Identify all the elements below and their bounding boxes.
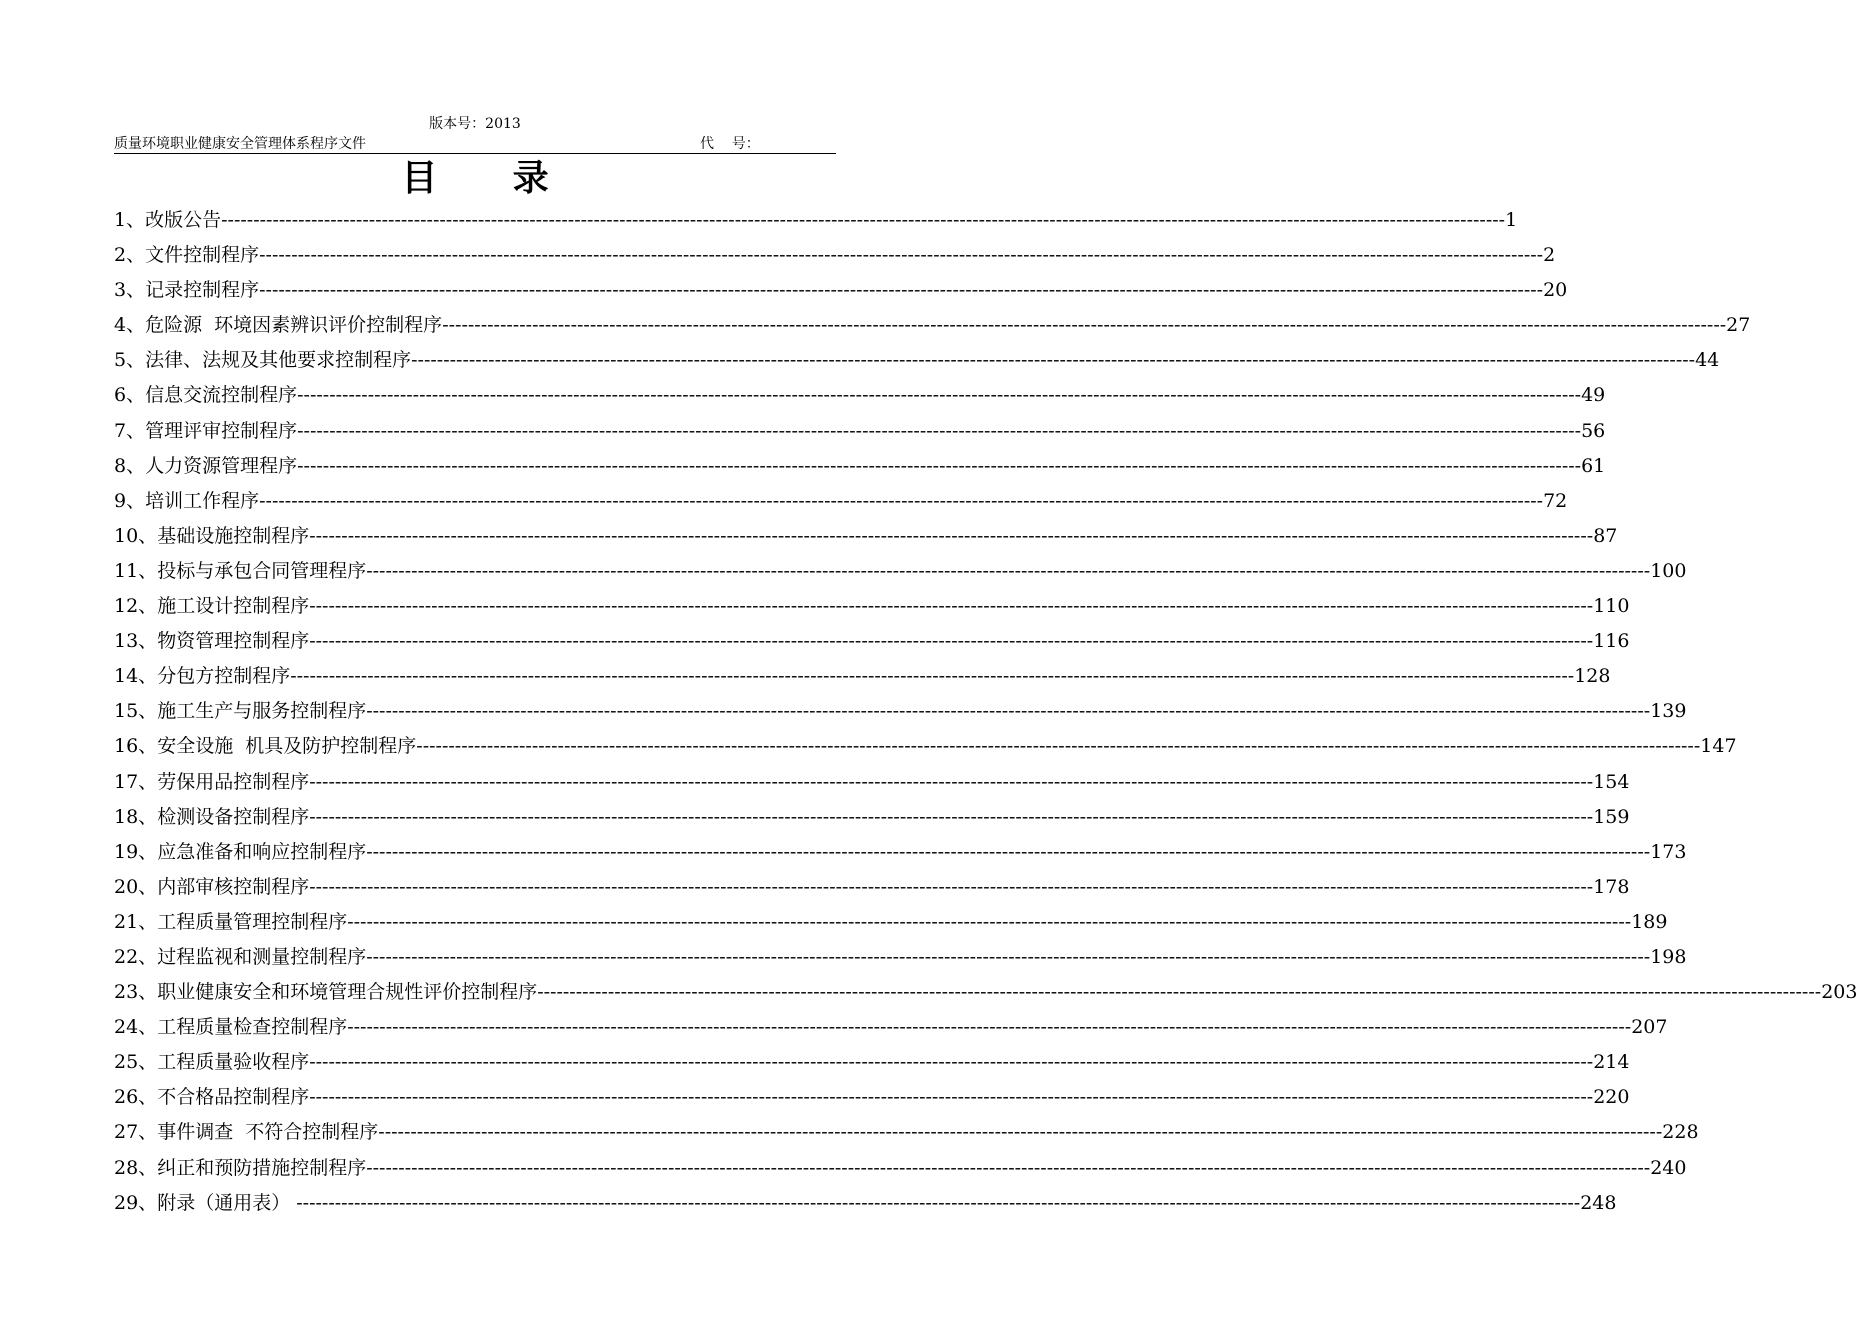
toc-entry-page: 203 [1821, 981, 1857, 1004]
toc-entry[interactable] [114, 659, 1611, 694]
toc-leader-dashes: -------------------------------------------------------------------------------------------------------------------------------------------------------------------------------------------------------- [221, 209, 1506, 231]
toc-entry-page: 87 [1593, 524, 1618, 547]
toc-entry-label: 改版公告 [145, 209, 222, 231]
toc-entry-number: 11、 [114, 559, 158, 582]
toc-entry-label: 物资管理控制程序 [157, 630, 310, 653]
toc-entry-label: 不合格品控制程序 [157, 1086, 310, 1109]
toc-leader-dashes: -------------------------------------------------------------------------------------------------------------------------------------------------------------------------------------------------------- [309, 1086, 1594, 1109]
toc-entry-row [114, 484, 1568, 519]
toc-entry-row [114, 1045, 1630, 1080]
toc-leader-dashes: -------------------------------------------------------------------------------------------------------------------------------------------------------------------------------------------------------- [366, 840, 1651, 863]
toc-leader-dashes: -------------------------------------------------------------------------------------------------------------------------------------------------------------------------------------------------------- [366, 700, 1651, 723]
toc-entry-page: 44 [1695, 349, 1720, 372]
toc-entry-label: 文件控制程序 [145, 244, 260, 267]
document-name: 质量环境职业健康安全管理体系程序文件 [114, 136, 366, 152]
toc-entry-number: 12、 [114, 595, 158, 618]
toc-entry-row [114, 729, 1737, 764]
toc-entry-row [114, 414, 1606, 449]
toc-entry-number: 18、 [114, 805, 158, 828]
document-code-label: 代 号： [700, 136, 760, 152]
toc-entry-label: 职业健康安全和环境管理合规性评价控制程序 [157, 981, 538, 1004]
toc-leader-dashes: -------------------------------------------------------------------------------------------------------------------------------------------------------------------------------------------------------- [309, 875, 1594, 898]
toc-entry-row [114, 1186, 1617, 1221]
toc-entry-label: 劳保用品控制程序 [157, 770, 310, 793]
toc-entry-page: 240 [1650, 1156, 1687, 1179]
toc-entry-page: 220 [1593, 1086, 1630, 1109]
toc-entry-label: 内部审核控制程序 [157, 875, 310, 898]
toc-leader-dashes: -------------------------------------------------------------------------------------------------------------------------------------------------------------------------------------------------------- [366, 1156, 1651, 1179]
toc-entry-page: 228 [1662, 1121, 1699, 1144]
toc-entry-number: 14、 [114, 665, 158, 688]
toc-entry[interactable] [114, 1115, 1699, 1150]
toc-entry-row [114, 870, 1630, 905]
toc-entry-label: 事件调查 不符合控制程序 [157, 1121, 379, 1144]
toc-entry[interactable] [114, 589, 1630, 624]
toc-entry-page: 1 [1505, 209, 1518, 231]
toc-entry-page: 139 [1650, 700, 1687, 723]
toc-entry-page: 198 [1650, 945, 1687, 968]
toc-entry[interactable] [114, 343, 1720, 378]
toc-entry-label: 法律、法规及其他要求控制程序 [145, 349, 412, 372]
toc-entry[interactable] [114, 1080, 1630, 1115]
toc-entry-row [114, 624, 1630, 659]
toc-entry-label: 检测设备控制程序 [157, 805, 310, 828]
toc-leader-dashes: -------------------------------------------------------------------------------------------------------------------------------------------------------------------------------------------------------- [537, 981, 1822, 1004]
toc-entry-number: 22、 [114, 945, 158, 968]
toc-leader-dashes: -------------------------------------------------------------------------------------------------------------------------------------------------------------------------------------------------------- [290, 665, 1575, 688]
toc-entry-row [114, 940, 1687, 975]
toc-leader-dashes: -------------------------------------------------------------------------------------------------------------------------------------------------------------------------------------------------------- [309, 805, 1594, 828]
toc-entry-number: 26、 [114, 1086, 158, 1109]
toc-entry[interactable] [114, 765, 1630, 800]
toc-leader-dashes: -------------------------------------------------------------------------------------------------------------------------------------------------------------------------------------------------------- [366, 559, 1651, 582]
toc-entry-label: 应急准备和响应控制程序 [157, 840, 367, 863]
toc-entry-page: 49 [1581, 384, 1606, 407]
toc-leader-dashes: -------------------------------------------------------------------------------------------------------------------------------------------------------------------------------------------------------- [378, 1121, 1663, 1144]
toc-entry-number: 7、 [114, 419, 146, 442]
toc-entry-page: 214 [1593, 1051, 1630, 1074]
toc-entry-row [114, 378, 1606, 413]
toc-entry-number: 24、 [114, 1016, 158, 1039]
toc-entry[interactable] [114, 694, 1687, 729]
toc-entry[interactable] [114, 203, 1518, 238]
toc-leader-dashes: -------------------------------------------------------------------------------------------------------------------------------------------------------------------------------------------------------- [366, 945, 1651, 968]
toc-leader-dashes: -------------------------------------------------------------------------------------------------------------------------------------------------------------------------------------------------------- [259, 489, 1544, 512]
toc-entry-number: 8、 [114, 454, 146, 477]
toc-entry-label: 分包方控制程序 [157, 665, 291, 688]
toc-entry[interactable] [114, 378, 1606, 413]
toc-entry-number: 1、 [114, 209, 146, 231]
toc-entry-page: 27 [1726, 314, 1751, 337]
toc-entry-label: 过程监视和测量控制程序 [157, 945, 367, 968]
toc-entry-row [114, 1080, 1630, 1115]
toc-entry-row [114, 203, 1518, 238]
toc-leader-dashes: -------------------------------------------------------------------------------------------------------------------------------------------------------------------------------------------------------- [347, 1016, 1632, 1039]
toc-entry-page: 61 [1581, 454, 1606, 477]
toc-entry-row [114, 694, 1687, 729]
toc-entry-label: 安全设施 机具及防护控制程序 [157, 735, 417, 758]
toc-entry-label: 投标与承包合同管理程序 [157, 559, 367, 582]
toc-entry-row [114, 238, 1556, 273]
toc-entry-number: 20、 [114, 875, 158, 898]
toc-entry[interactable] [114, 414, 1606, 449]
toc-entry-number: 29、 [114, 1191, 158, 1214]
toc-entry-number: 16、 [114, 735, 158, 758]
toc-entry-number: 2、 [114, 244, 146, 267]
toc-entry-page: 100 [1650, 559, 1687, 582]
toc-entry-page: 178 [1593, 875, 1630, 898]
toc-entry-number: 3、 [114, 279, 146, 302]
toc-entry-label: 记录控制程序 [145, 279, 260, 302]
toc-entry-number: 10、 [114, 524, 158, 547]
toc-entry-number: 25、 [114, 1051, 158, 1074]
toc-entry-label: 信息交流控制程序 [145, 384, 298, 407]
toc-entry[interactable] [114, 835, 1687, 870]
toc-leader-dashes: -------------------------------------------------------------------------------------------------------------------------------------------------------------------------------------------------------- [297, 454, 1582, 477]
toc-entry[interactable] [114, 1010, 1668, 1045]
toc-leader-dashes: -------------------------------------------------------------------------------------------------------------------------------------------------------------------------------------------------------- [411, 349, 1696, 372]
toc-entry-page: 189 [1631, 910, 1668, 933]
toc-leader-dashes: -------------------------------------------------------------------------------------------------------------------------------------------------------------------------------------------------------- [416, 735, 1701, 758]
page-title: 目 录 [401, 157, 549, 199]
toc-entry-row [114, 519, 1618, 554]
toc-entry-row [114, 1010, 1668, 1045]
toc-entry-label: 培训工作程序 [145, 489, 260, 512]
toc-entry-page: 207 [1631, 1016, 1668, 1039]
toc-entry-number: 17、 [114, 770, 158, 793]
toc-entry-page: 56 [1581, 419, 1606, 442]
version-number: 版本号：2013 [429, 116, 521, 132]
toc-entry-number: 13、 [114, 630, 158, 653]
toc-entry[interactable] [114, 1186, 1617, 1221]
toc-entry[interactable] [114, 273, 1568, 308]
toc-entry[interactable] [114, 729, 1737, 764]
toc-entry-row [114, 905, 1668, 940]
toc-entry-row [114, 449, 1606, 484]
toc-entry-page: 128 [1574, 665, 1611, 688]
toc-entry-number: 23、 [114, 981, 158, 1004]
toc-entry-page: 154 [1593, 770, 1630, 793]
toc-entry-label: 人力资源管理程序 [145, 454, 298, 477]
toc-entry[interactable] [114, 484, 1568, 519]
toc-entry-label: 附录（通用表） [157, 1191, 297, 1214]
toc-entry-label: 施工生产与服务控制程序 [157, 700, 367, 723]
toc-entry[interactable] [114, 940, 1687, 975]
toc-entry-label: 纠正和预防措施控制程序 [157, 1156, 367, 1179]
toc-leader-dashes: -------------------------------------------------------------------------------------------------------------------------------------------------------------------------------------------------------- [259, 244, 1544, 267]
toc-entry-page: 2 [1543, 244, 1556, 267]
document-header [114, 135, 836, 154]
toc-entry-label: 工程质量管理控制程序 [157, 910, 348, 933]
toc-entry-page: 248 [1580, 1191, 1617, 1214]
toc-entry-label: 施工设计控制程序 [157, 595, 310, 618]
toc-entry-row [114, 343, 1720, 378]
toc-entry[interactable] [114, 870, 1630, 905]
toc-entry[interactable] [114, 449, 1606, 484]
toc-entry-row [114, 659, 1611, 694]
toc-entry-row [114, 975, 1857, 1010]
toc-entry[interactable] [114, 519, 1618, 554]
toc-leader-dashes: -------------------------------------------------------------------------------------------------------------------------------------------------------------------------------------------------------- [309, 524, 1594, 547]
toc-entry-page: 173 [1650, 840, 1687, 863]
toc-entry-number: 19、 [114, 840, 158, 863]
toc-entry-label: 危险源 环境因素辨识评价控制程序 [145, 314, 443, 337]
toc-entry-row [114, 1151, 1687, 1186]
toc-leader-dashes: -------------------------------------------------------------------------------------------------------------------------------------------------------------------------------------------------------- [259, 279, 1544, 302]
toc-entry-number: 27、 [114, 1121, 158, 1144]
toc-entry-number: 9、 [114, 489, 146, 512]
toc-leader-dashes: -------------------------------------------------------------------------------------------------------------------------------------------------------------------------------------------------------- [297, 419, 1582, 442]
toc-entry-label: 工程质量验收程序 [157, 1051, 310, 1074]
toc-entry-row [114, 308, 1751, 343]
toc-leader-dashes: -------------------------------------------------------------------------------------------------------------------------------------------------------------------------------------------------------- [309, 770, 1594, 793]
toc-leader-dashes: -------------------------------------------------------------------------------------------------------------------------------------------------------------------------------------------------------- [309, 1051, 1594, 1074]
toc-entry[interactable] [114, 975, 1857, 1010]
toc-entry[interactable] [114, 905, 1668, 940]
toc-leader-dashes: -------------------------------------------------------------------------------------------------------------------------------------------------------------------------------------------------------- [309, 630, 1594, 653]
toc-entry-number: 15、 [114, 700, 158, 723]
toc-entry[interactable] [114, 554, 1687, 589]
toc-entry-page: 159 [1593, 805, 1630, 828]
toc-entry-row [114, 765, 1630, 800]
table-of-contents [114, 203, 1857, 1221]
toc-leader-dashes: -------------------------------------------------------------------------------------------------------------------------------------------------------------------------------------------------------- [297, 384, 1582, 407]
toc-entry-number: 5、 [114, 349, 146, 372]
toc-leader-dashes: -------------------------------------------------------------------------------------------------------------------------------------------------------------------------------------------------------- [347, 910, 1632, 933]
toc-entry-page: 20 [1543, 279, 1568, 302]
toc-entry-page: 72 [1543, 489, 1568, 512]
toc-entry[interactable] [114, 624, 1630, 659]
toc-entry-number: 4、 [114, 314, 146, 337]
toc-leader-dashes: -------------------------------------------------------------------------------------------------------------------------------------------------------------------------------------------------------- [442, 314, 1727, 337]
toc-entry-row [114, 554, 1687, 589]
toc-entry[interactable] [114, 1151, 1687, 1186]
toc-entry-label: 管理评审控制程序 [145, 419, 298, 442]
toc-entry-page: 116 [1593, 630, 1630, 653]
toc-entry[interactable] [114, 308, 1751, 343]
toc-entry-page: 147 [1700, 735, 1737, 758]
toc-entry[interactable] [114, 800, 1630, 835]
toc-entry[interactable] [114, 1045, 1630, 1080]
toc-leader-dashes: -------------------------------------------------------------------------------------------------------------------------------------------------------------------------------------------------------- [296, 1191, 1581, 1214]
toc-entry[interactable] [114, 238, 1556, 273]
toc-entry-page: 110 [1593, 595, 1630, 618]
toc-entry-row [114, 800, 1630, 835]
toc-leader-dashes: -------------------------------------------------------------------------------------------------------------------------------------------------------------------------------------------------------- [309, 595, 1594, 618]
toc-entry-number: 6、 [114, 384, 146, 407]
toc-entry-number: 21、 [114, 910, 158, 933]
toc-entry-label: 基础设施控制程序 [157, 524, 310, 547]
toc-entry-row [114, 835, 1687, 870]
toc-entry-number: 28、 [114, 1156, 158, 1179]
toc-entry-row [114, 589, 1630, 624]
toc-entry-row [114, 1115, 1699, 1150]
toc-entry-label: 工程质量检查控制程序 [157, 1016, 348, 1039]
toc-entry-row [114, 273, 1568, 308]
